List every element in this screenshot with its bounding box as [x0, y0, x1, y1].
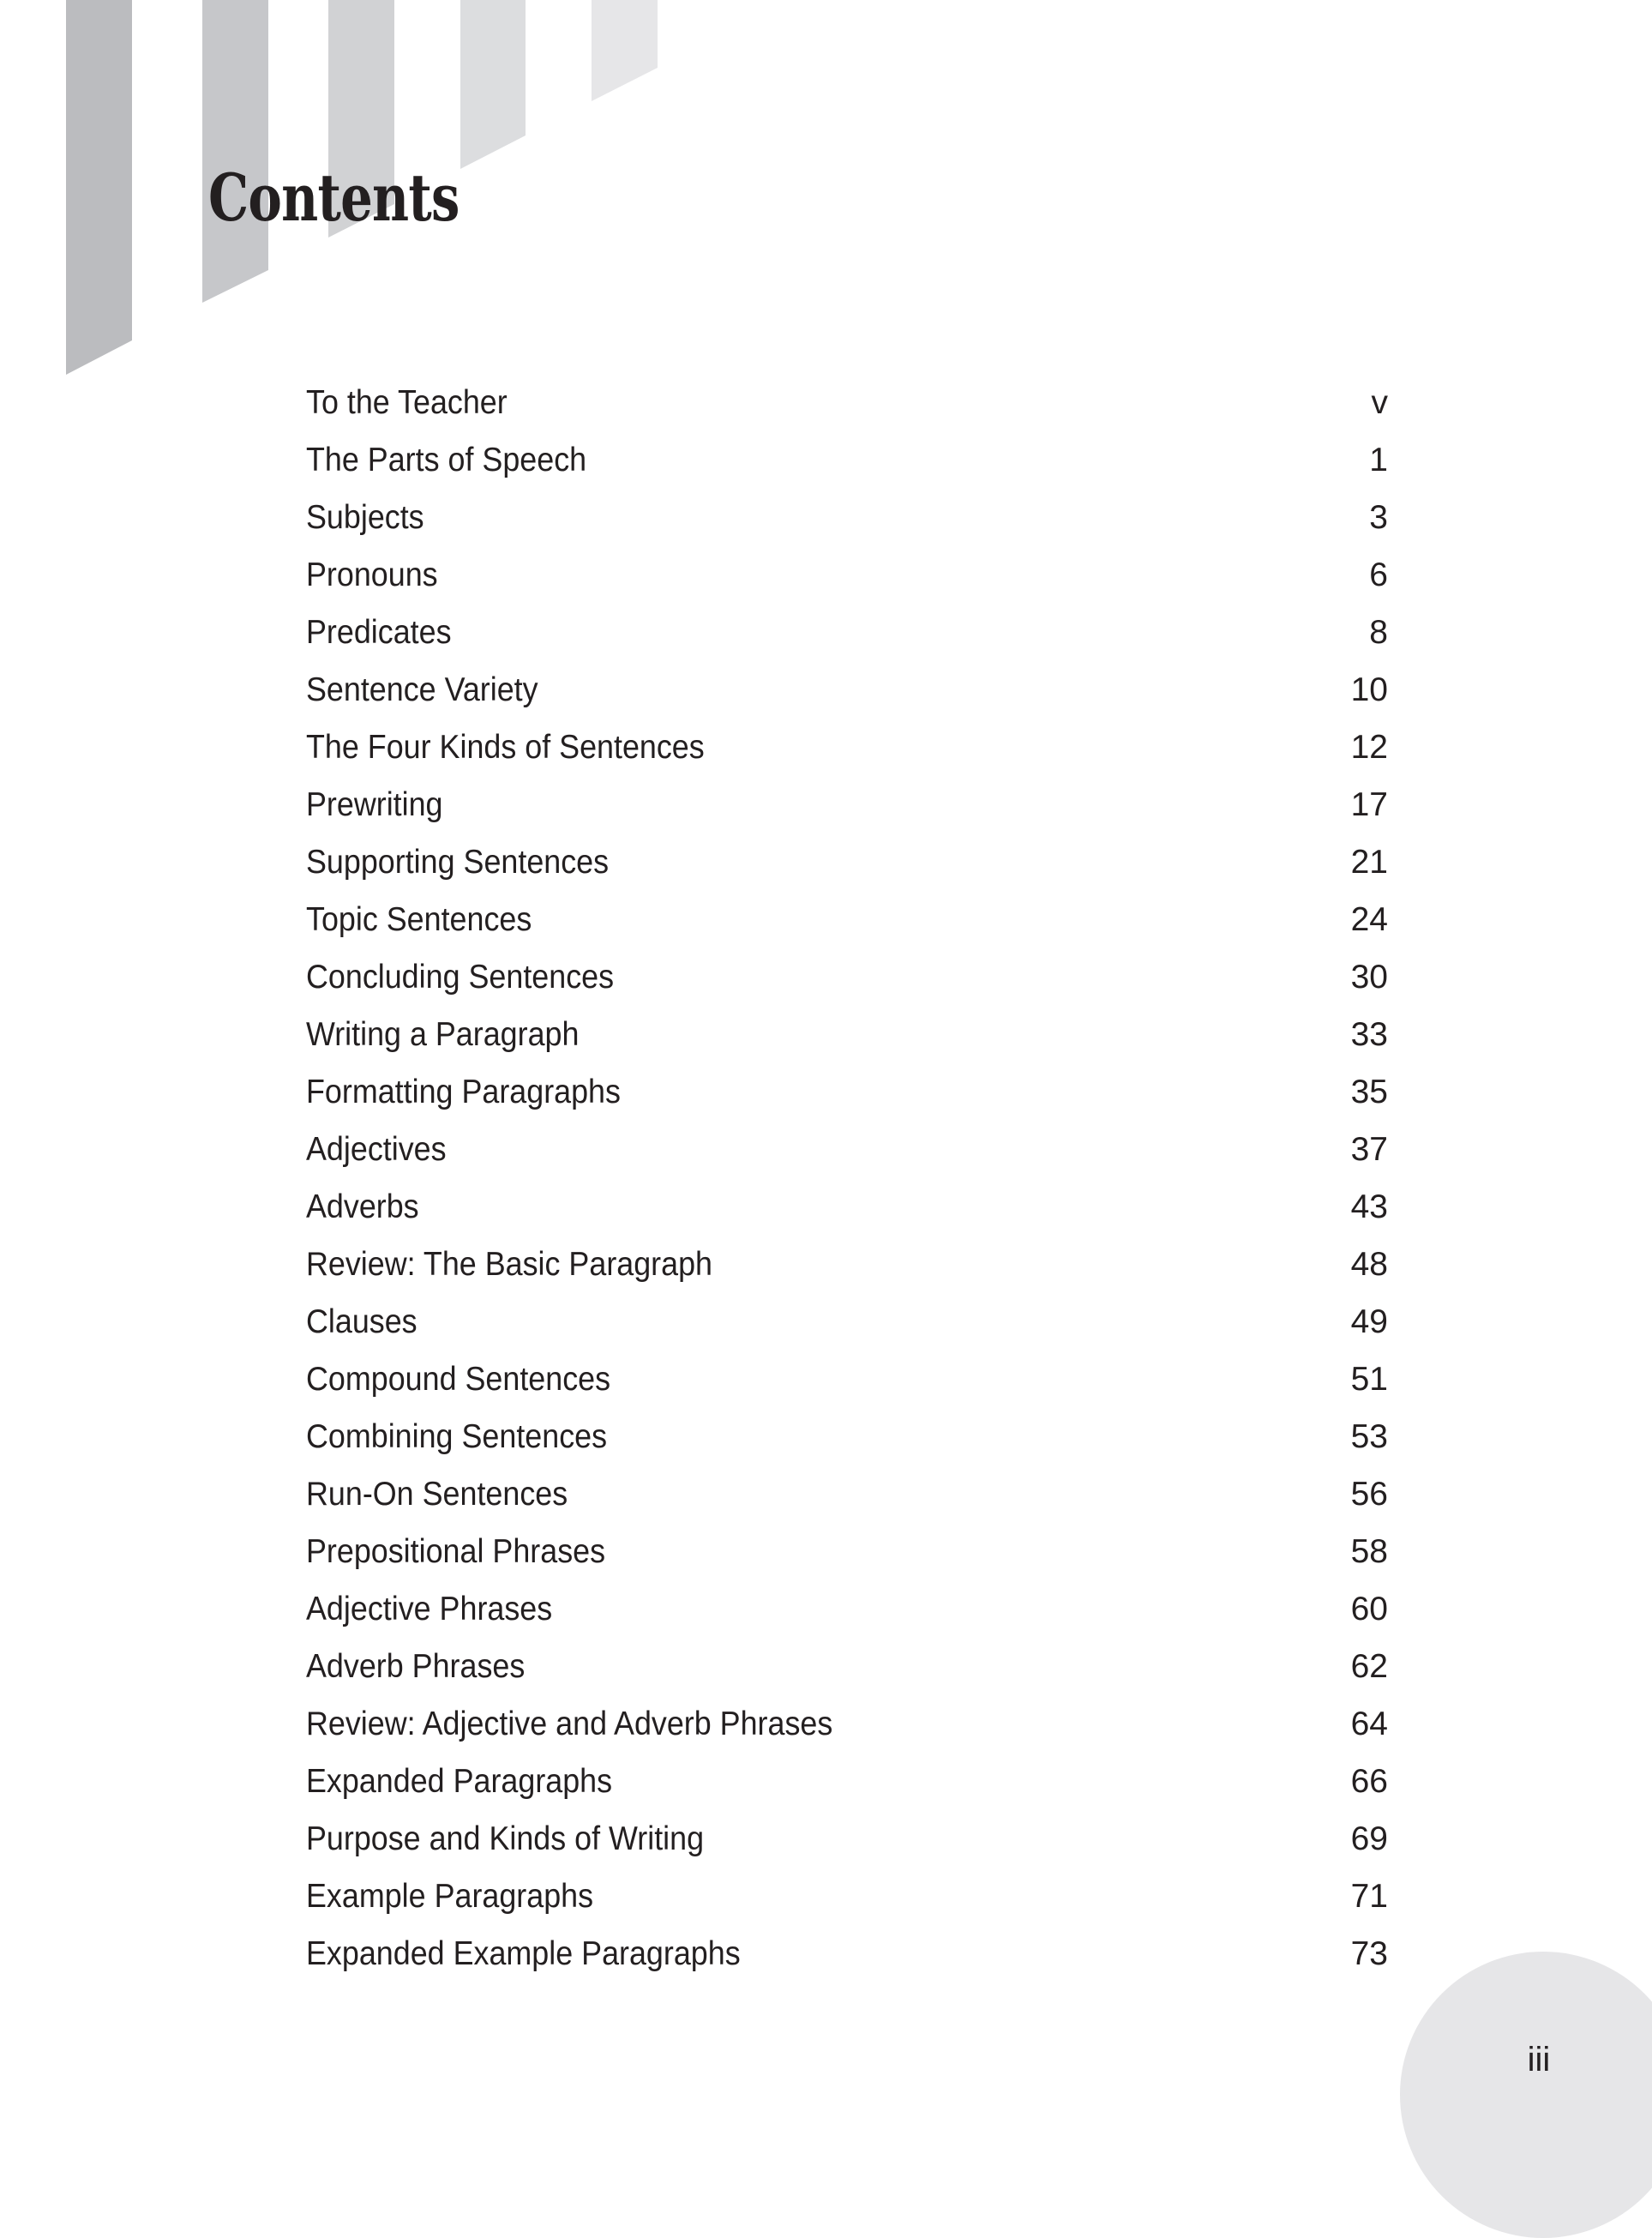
- toc-entry[interactable]: [306, 1474, 1388, 1531]
- toc-entry-title: Subjects: [306, 499, 424, 536]
- toc-entry-title: Purpose and Kinds of Writing: [306, 1820, 705, 1857]
- toc-entry[interactable]: [306, 727, 1388, 785]
- toc-entry-title: Topic Sentences: [306, 901, 532, 938]
- toc-entry[interactable]: [306, 1876, 1388, 1934]
- page-number: iii: [1527, 2041, 1551, 2079]
- stripe-2: [202, 0, 268, 303]
- toc-entry-title: Writing a Paragraph: [306, 1016, 580, 1053]
- toc-entry[interactable]: [306, 1072, 1388, 1129]
- toc-entry-title: Combining Sentences: [306, 1418, 608, 1455]
- toc-entry[interactable]: [306, 382, 1388, 440]
- toc-entry-page: 48: [1350, 1246, 1388, 1283]
- toc-entry-title: Adverbs: [306, 1188, 419, 1225]
- toc-entry-title: Concluding Sentences: [306, 959, 615, 996]
- toc-entry-page: 37: [1350, 1131, 1388, 1168]
- toc-entry-title: Predicates: [306, 614, 452, 651]
- toc-entry-page: 64: [1350, 1706, 1388, 1742]
- toc-entry-page: 10: [1350, 671, 1388, 708]
- toc-entry-title: The Parts of Speech: [306, 442, 587, 478]
- page-title: Contents: [208, 159, 460, 236]
- toc-entry-title: Adjectives: [306, 1131, 447, 1168]
- toc-entry[interactable]: [306, 1417, 1388, 1474]
- toc-entry-page: 58: [1350, 1533, 1388, 1570]
- toc-entry[interactable]: [306, 1531, 1388, 1589]
- toc-entry-page: 30: [1350, 959, 1388, 996]
- toc-entry-page: 21: [1350, 844, 1388, 881]
- toc-entry-title: Compound Sentences: [306, 1361, 611, 1398]
- toc-entry[interactable]: [306, 1129, 1388, 1187]
- toc-entry[interactable]: [306, 1302, 1388, 1359]
- toc-entry[interactable]: [306, 899, 1388, 957]
- toc-entry-title: Prewriting: [306, 786, 443, 823]
- toc-entry-title: Expanded Example Paragraphs: [306, 1935, 741, 1972]
- toc-entry-title: Run-On Sentences: [306, 1476, 568, 1513]
- toc-entry-page: 33: [1350, 1016, 1388, 1053]
- stripe-1: [66, 0, 132, 375]
- toc-entry-title: Review: The Basic Paragraph: [306, 1246, 713, 1283]
- toc-entry-page: 6: [1369, 556, 1388, 593]
- toc-entry-page: 60: [1350, 1591, 1388, 1627]
- toc-entry-page: 17: [1350, 786, 1388, 823]
- toc-entry-page: 49: [1350, 1303, 1388, 1340]
- toc-entry-title: Pronouns: [306, 556, 438, 593]
- toc-entry-page: 24: [1350, 901, 1388, 938]
- toc-entry[interactable]: [306, 1819, 1388, 1876]
- toc-entry-page: 73: [1350, 1935, 1388, 1972]
- toc-entry-title: Review: Adjective and Adverb Phrases: [306, 1706, 833, 1742]
- toc-entry[interactable]: [306, 1761, 1388, 1819]
- toc-entry-title: Clauses: [306, 1303, 418, 1340]
- toc-entry[interactable]: [306, 1014, 1388, 1072]
- toc-entry-page: 8: [1369, 614, 1388, 651]
- toc-entry[interactable]: [306, 842, 1388, 899]
- toc-entry-title: Prepositional Phrases: [306, 1533, 606, 1570]
- toc-entry[interactable]: [306, 497, 1388, 555]
- toc-entry[interactable]: [306, 1646, 1388, 1704]
- toc-entry-page: 3: [1369, 499, 1388, 536]
- toc-entry[interactable]: [306, 785, 1388, 842]
- toc-entry-title: Formatting Paragraphs: [306, 1074, 621, 1110]
- toc-entry-page: 51: [1350, 1361, 1388, 1398]
- toc-entry[interactable]: [306, 555, 1388, 612]
- toc-entry[interactable]: [306, 1359, 1388, 1417]
- toc-entry[interactable]: [306, 440, 1388, 497]
- toc-entry-title: The Four Kinds of Sentences: [306, 729, 705, 766]
- toc-entry-page: 62: [1350, 1648, 1388, 1685]
- toc-entry-title: Adjective Phrases: [306, 1591, 553, 1627]
- stripe-5: [592, 0, 658, 101]
- toc-entry[interactable]: [306, 612, 1388, 670]
- toc-entry[interactable]: [306, 670, 1388, 727]
- toc-entry[interactable]: [306, 1187, 1388, 1244]
- toc-entry[interactable]: [306, 957, 1388, 1014]
- toc-entry-title: Adverb Phrases: [306, 1648, 526, 1685]
- toc-entry[interactable]: [306, 1589, 1388, 1646]
- toc-entry[interactable]: [306, 1704, 1388, 1761]
- toc-entry[interactable]: [306, 1934, 1388, 1991]
- toc-entry-title: To the Teacher: [306, 384, 508, 421]
- toc-entry-title: Example Paragraphs: [306, 1878, 594, 1915]
- toc-entry-page: 35: [1350, 1074, 1388, 1110]
- toc-entry-page: 66: [1350, 1763, 1388, 1800]
- table-of-contents: [306, 382, 1388, 1991]
- toc-entry-title: Expanded Paragraphs: [306, 1763, 613, 1800]
- toc-entry-title: Supporting Sentences: [306, 844, 610, 881]
- toc-entry[interactable]: [306, 1244, 1388, 1302]
- toc-entry-page: 12: [1350, 729, 1388, 766]
- toc-entry-page: 69: [1350, 1820, 1388, 1857]
- stripe-4: [460, 0, 526, 169]
- toc-entry-page: v: [1371, 384, 1388, 421]
- toc-entry-page: 53: [1350, 1418, 1388, 1455]
- toc-entry-title: Sentence Variety: [306, 671, 538, 708]
- toc-entry-page: 1: [1369, 442, 1388, 478]
- toc-entry-page: 56: [1350, 1476, 1388, 1513]
- toc-entry-page: 43: [1350, 1188, 1388, 1225]
- toc-entry-page: 71: [1350, 1878, 1388, 1915]
